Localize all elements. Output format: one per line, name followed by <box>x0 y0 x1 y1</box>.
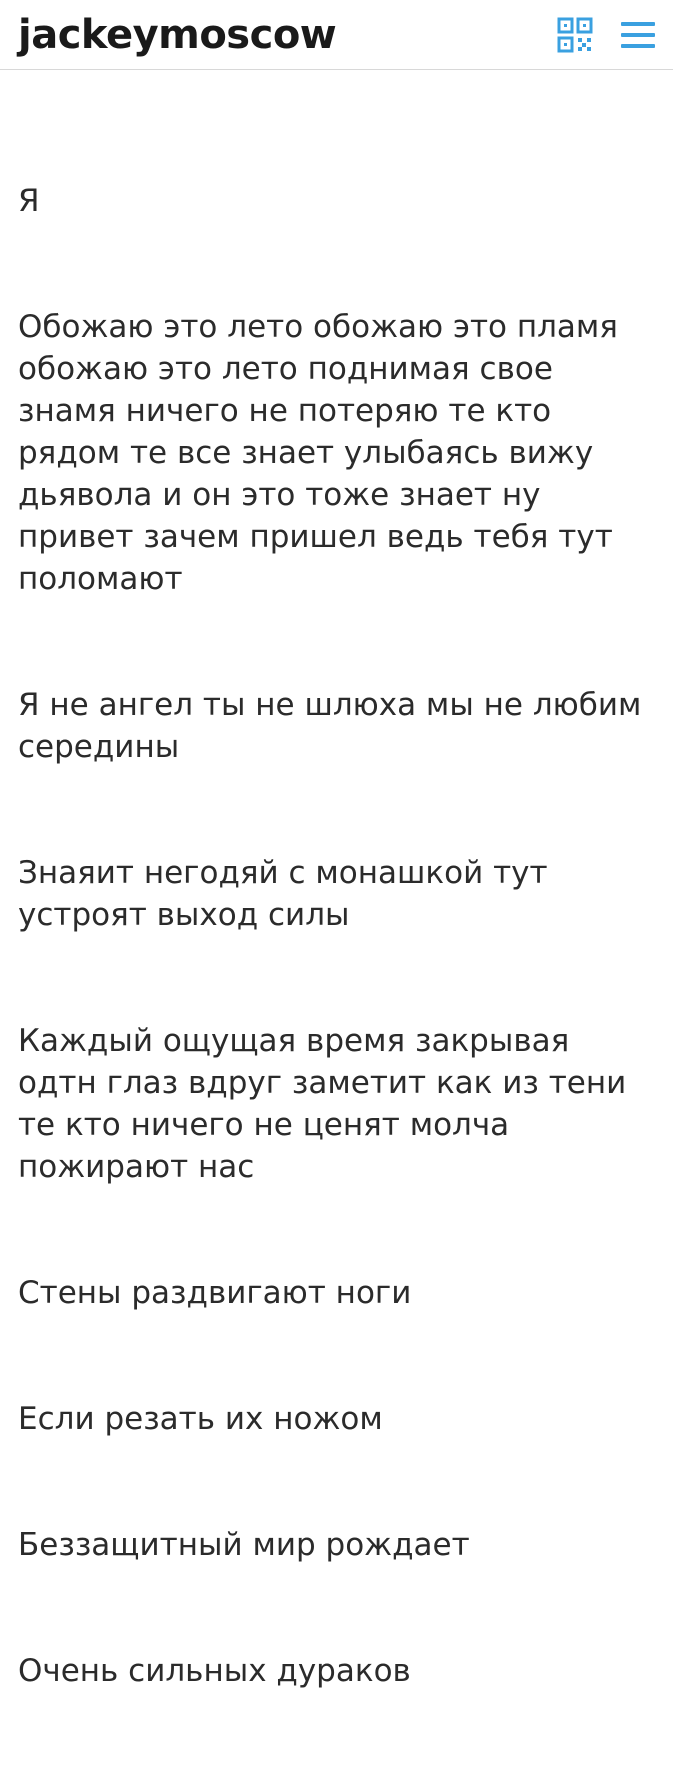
post-line: Знаяит негодяй с монашкой тут устроят выход силы <box>18 855 558 933</box>
post-line: Стены раздвигают ноги <box>18 1275 412 1311</box>
post-line: Обожаю это лето обожаю это пламя обожаю это лето поднимая свое знамя ничего не потеряю те кто рядом те все знает улыбаясь вижу дьявола и он это тоже знает ну привет зачем пришел ведь тебя тут поломают <box>18 309 628 597</box>
post-line: Я не ангел ты не шлюха мы не любим середины <box>18 687 652 765</box>
menu-bar-1 <box>621 22 655 26</box>
post-line: Каждый ощущая время закрывая одтн глаз вдруг заметит как из тени те кто ничего не ценят молча пожирают нас <box>18 1023 637 1185</box>
qr-code-icon[interactable] <box>559 19 591 51</box>
app-header <box>0 0 673 70</box>
post-line: Беззащитный мир рождает <box>18 1527 470 1563</box>
post-text <box>18 96 657 1776</box>
post-line: Если резать их ножом <box>18 1401 383 1437</box>
page-title: jackeymoscow <box>18 11 337 58</box>
post-line: Очень сильных дураков <box>18 1653 411 1689</box>
hamburger-menu-icon[interactable] <box>621 22 655 48</box>
menu-bar-2 <box>621 33 655 37</box>
header-actions <box>559 19 659 51</box>
menu-bar-3 <box>621 44 655 48</box>
post-content <box>0 70 673 1776</box>
post-line: Я <box>18 183 40 219</box>
